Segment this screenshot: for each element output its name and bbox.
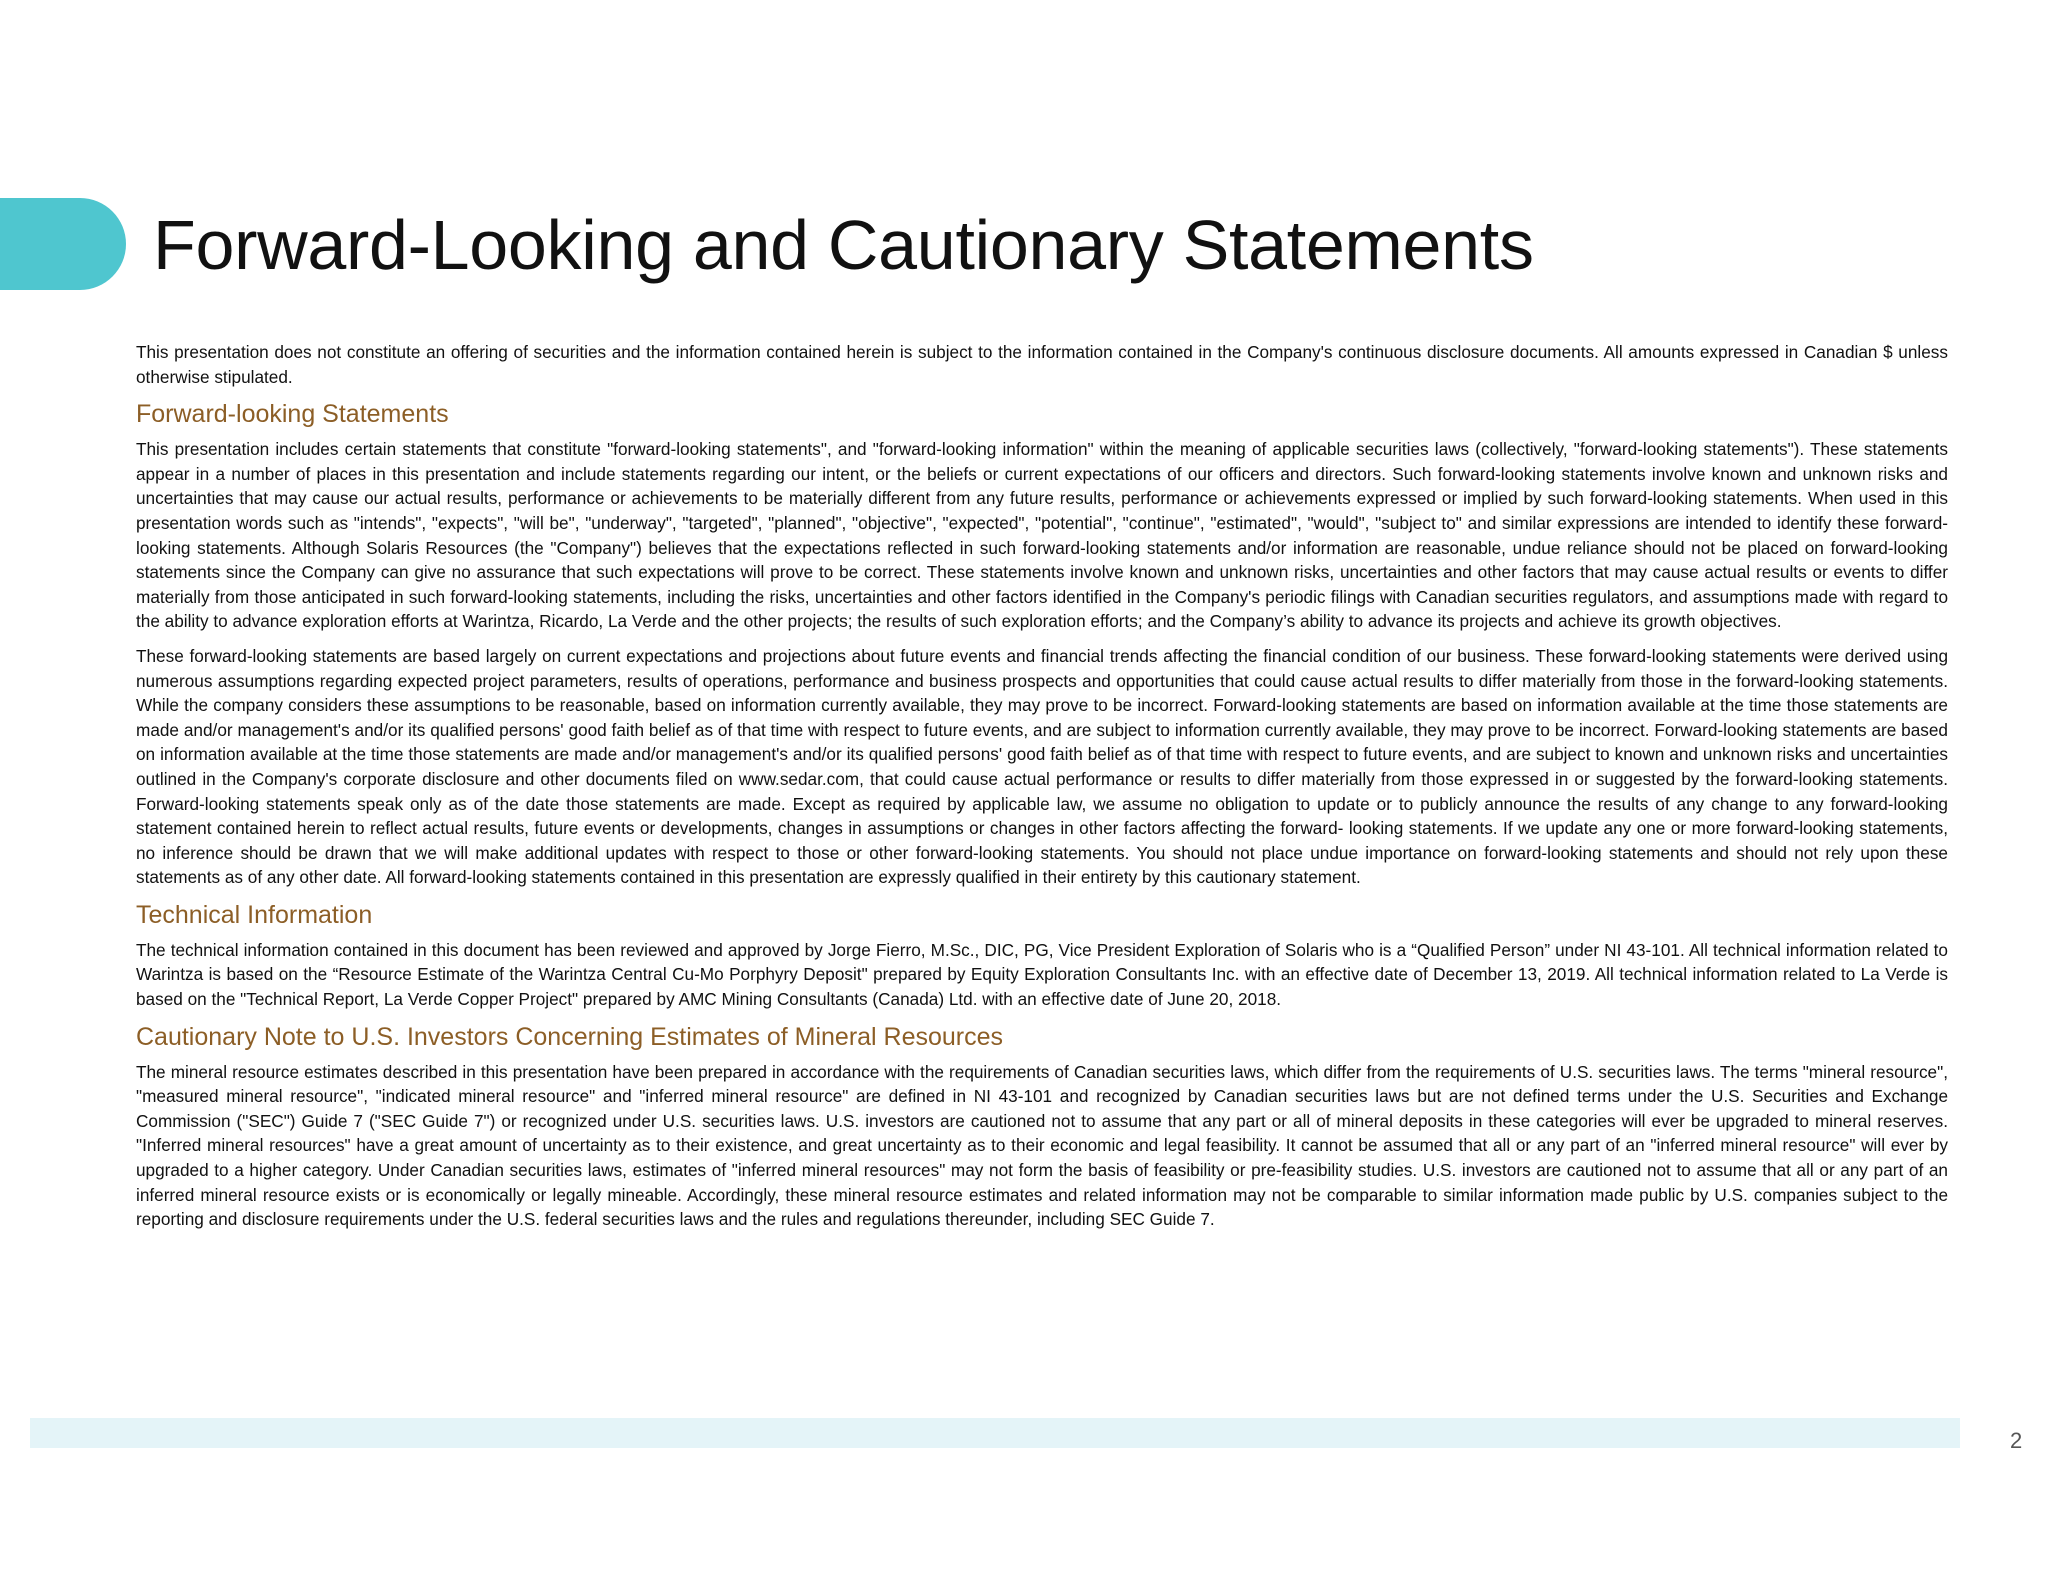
page-title: Forward-Looking and Cautionary Statements: [153, 206, 1534, 284]
technical-information-paragraph: The technical information contained in this document has been reviewed and approved by Jorge Fierro, M.Sc., DIC, PG, Vice President Exploration of Solaris who is a “Qualified Person” under NI 43-101. All technical information related to Warintza is based on the “Resource Estimate of the Warintza Central Cu-Mo Porphyry Deposit" prepared by Equity Exploration Consultants Inc. with an effective date of December 13, 2019. All technical information related to La Verde is based on the "Technical Report, La Verde Copper Project" prepared by AMC Mining Consultants (Canada) Ltd. with an effective date of June 20, 2018.: [136, 939, 1948, 1010]
section-heading-forward-looking: Forward-looking Statements: [136, 400, 449, 429]
cautionary-note-paragraph: The mineral resource estimates described in this presentation have been prepared in accordance with the requirements of Canadian securities laws, which differ from the requirements of U.S. securities laws. The terms "mineral resource", "measured mineral resource", "indicated mineral resource" and "inferred mineral resource" are defined in NI 43-101 and recognized by Canadian securities laws but are not defined terms under the U.S. Securities and Exchange Commission ("SEC") Guide 7 ("SEC Guide 7") or recognized under U.S. securities laws. U.S. investors are cautioned not to assume that any part or all of mineral deposits in these categories will ever be upgraded to mineral reserves. "Inferred mineral resources" have a great amount of uncertainty as to their existence, and great uncertainty as to their economic and legal feasibility. It cannot be assumed that all or any part of an "inferred mineral resource" will ever by upgraded to a higher category. Under Canadian securities laws, estimates of "inferred mineral resources" may not form the basis of feasibility or pre-feasibility studies. U.S. investors are cautioned not to assume that all or any part of an inferred mineral resource exists or is economically or legally mineable. Accordingly, these mineral resource estimates and related information may not be comparable to similar information made public by U.S. companies subject to the reporting and disclosure requirements under the U.S. federal securities laws and the rules and regulations thereunder, including SEC Guide 7.: [136, 1061, 1948, 1230]
section-heading-technical-information: Technical Information: [136, 900, 373, 929]
intro-paragraph: This presentation does not constitute an offering of securities and the information contained herein is subject to the information contained in the Company's continuous disclosure documents. All amounts expressed in Canadian $ unless otherwise stipulated.: [136, 342, 1948, 387]
forward-looking-paragraph-2: These forward-looking statements are based largely on current expectations and projections about future events and financial trends affecting the financial condition of our business. These forward-looking statements were derived using numerous assumptions regarding expected project parameters, results of operations, performance and business prospects and opportunities that could cause actual results to differ materially from those in the forward-looking statements. While the company considers these assumptions to be reasonable, based on information currently available, they may prove to be incorrect. Forward-looking statements are based on information available at the time those statements are made and/or management's and/or its qualified persons' good faith belief as of that time with respect to future events, and are subject to information currently available, they may prove to be incorrect. Forward-looking statements are based on information available at the time those statements are made and/or management's and/or its qualified persons' good faith belief as of that time with respect to future events, and are subject to known and unknown risks and uncertainties outlined in the Company's corporate disclosure and other documents filed on www.sedar.com, that could cause actual performance or results to differ materially from those expressed in or suggested by the forward-looking statements. Forward-looking statements speak only as of the date those statements are made. Except as required by applicable law, we assume no obligation to update or to publicly announce the results of any change to any forward-looking statement contained herein to reflect actual results, future events or developments, changes in assumptions or changes in other factors affecting the forward- looking statements. If we update any one or more forward-looking statements, no inference should be drawn that we will make additional updates with respect to those or other forward-looking statements. You should not place undue importance on forward-looking statements and should not rely upon these statements as of any other date. All forward-looking statements contained in this presentation are expressly qualified in their entirety by this cautionary statement.: [136, 645, 1948, 888]
section-heading-cautionary-note: Cautionary Note to U.S. Investors Concerning Estimates of Mineral Resources: [136, 1022, 1004, 1051]
forward-looking-paragraph-1: This presentation includes certain statements that constitute "forward-looking statements", and "forward-looking information" within the meaning of applicable securities laws (collectively, "forward-looking statements"). These statements appear in a number of places in this presentation and include statements regarding our intent, or the beliefs or current expectations of our officers and directors. Such forward-looking statements involve known and unknown risks and uncertainties that may cause our actual results, performance or achievements to be materially different from any future results, performance or achievements expressed or implied by such forward-looking statements. When used in this presentation words such as "intends", "expects", "will be", "underway", "targeted", "planned", "objective", "expected", "potential", "continue", "estimated", "would", "subject to" and similar expressions are intended to identify these forward-looking statements. Although Solaris Resources (the "Company") believes that the expectations reflected in such forward-looking statements and/or information are reasonable, undue reliance should not be placed on forward-looking statements since the Company can give no assurance that such expectations will prove to be correct. These statements involve known and unknown risks, uncertainties and other factors that may cause actual results or events to differ materially from those anticipated in such forward-looking statements, including the risks, uncertainties and other factors identified in the Company's periodic filings with Canadian securities regulators, and assumptions made with regard to the ability to advance exploration efforts at Warintza, Ricardo, La Verde and the other projects; the results of such exploration efforts; and the Company’s ability to advance its projects and achieve its growth objectives.: [136, 439, 1948, 632]
title-accent-tab: [0, 198, 126, 290]
disclaimer-body: [136, 340, 1948, 1242]
page-number: 2: [2010, 1428, 2023, 1453]
footer-band: [30, 1418, 1960, 1448]
